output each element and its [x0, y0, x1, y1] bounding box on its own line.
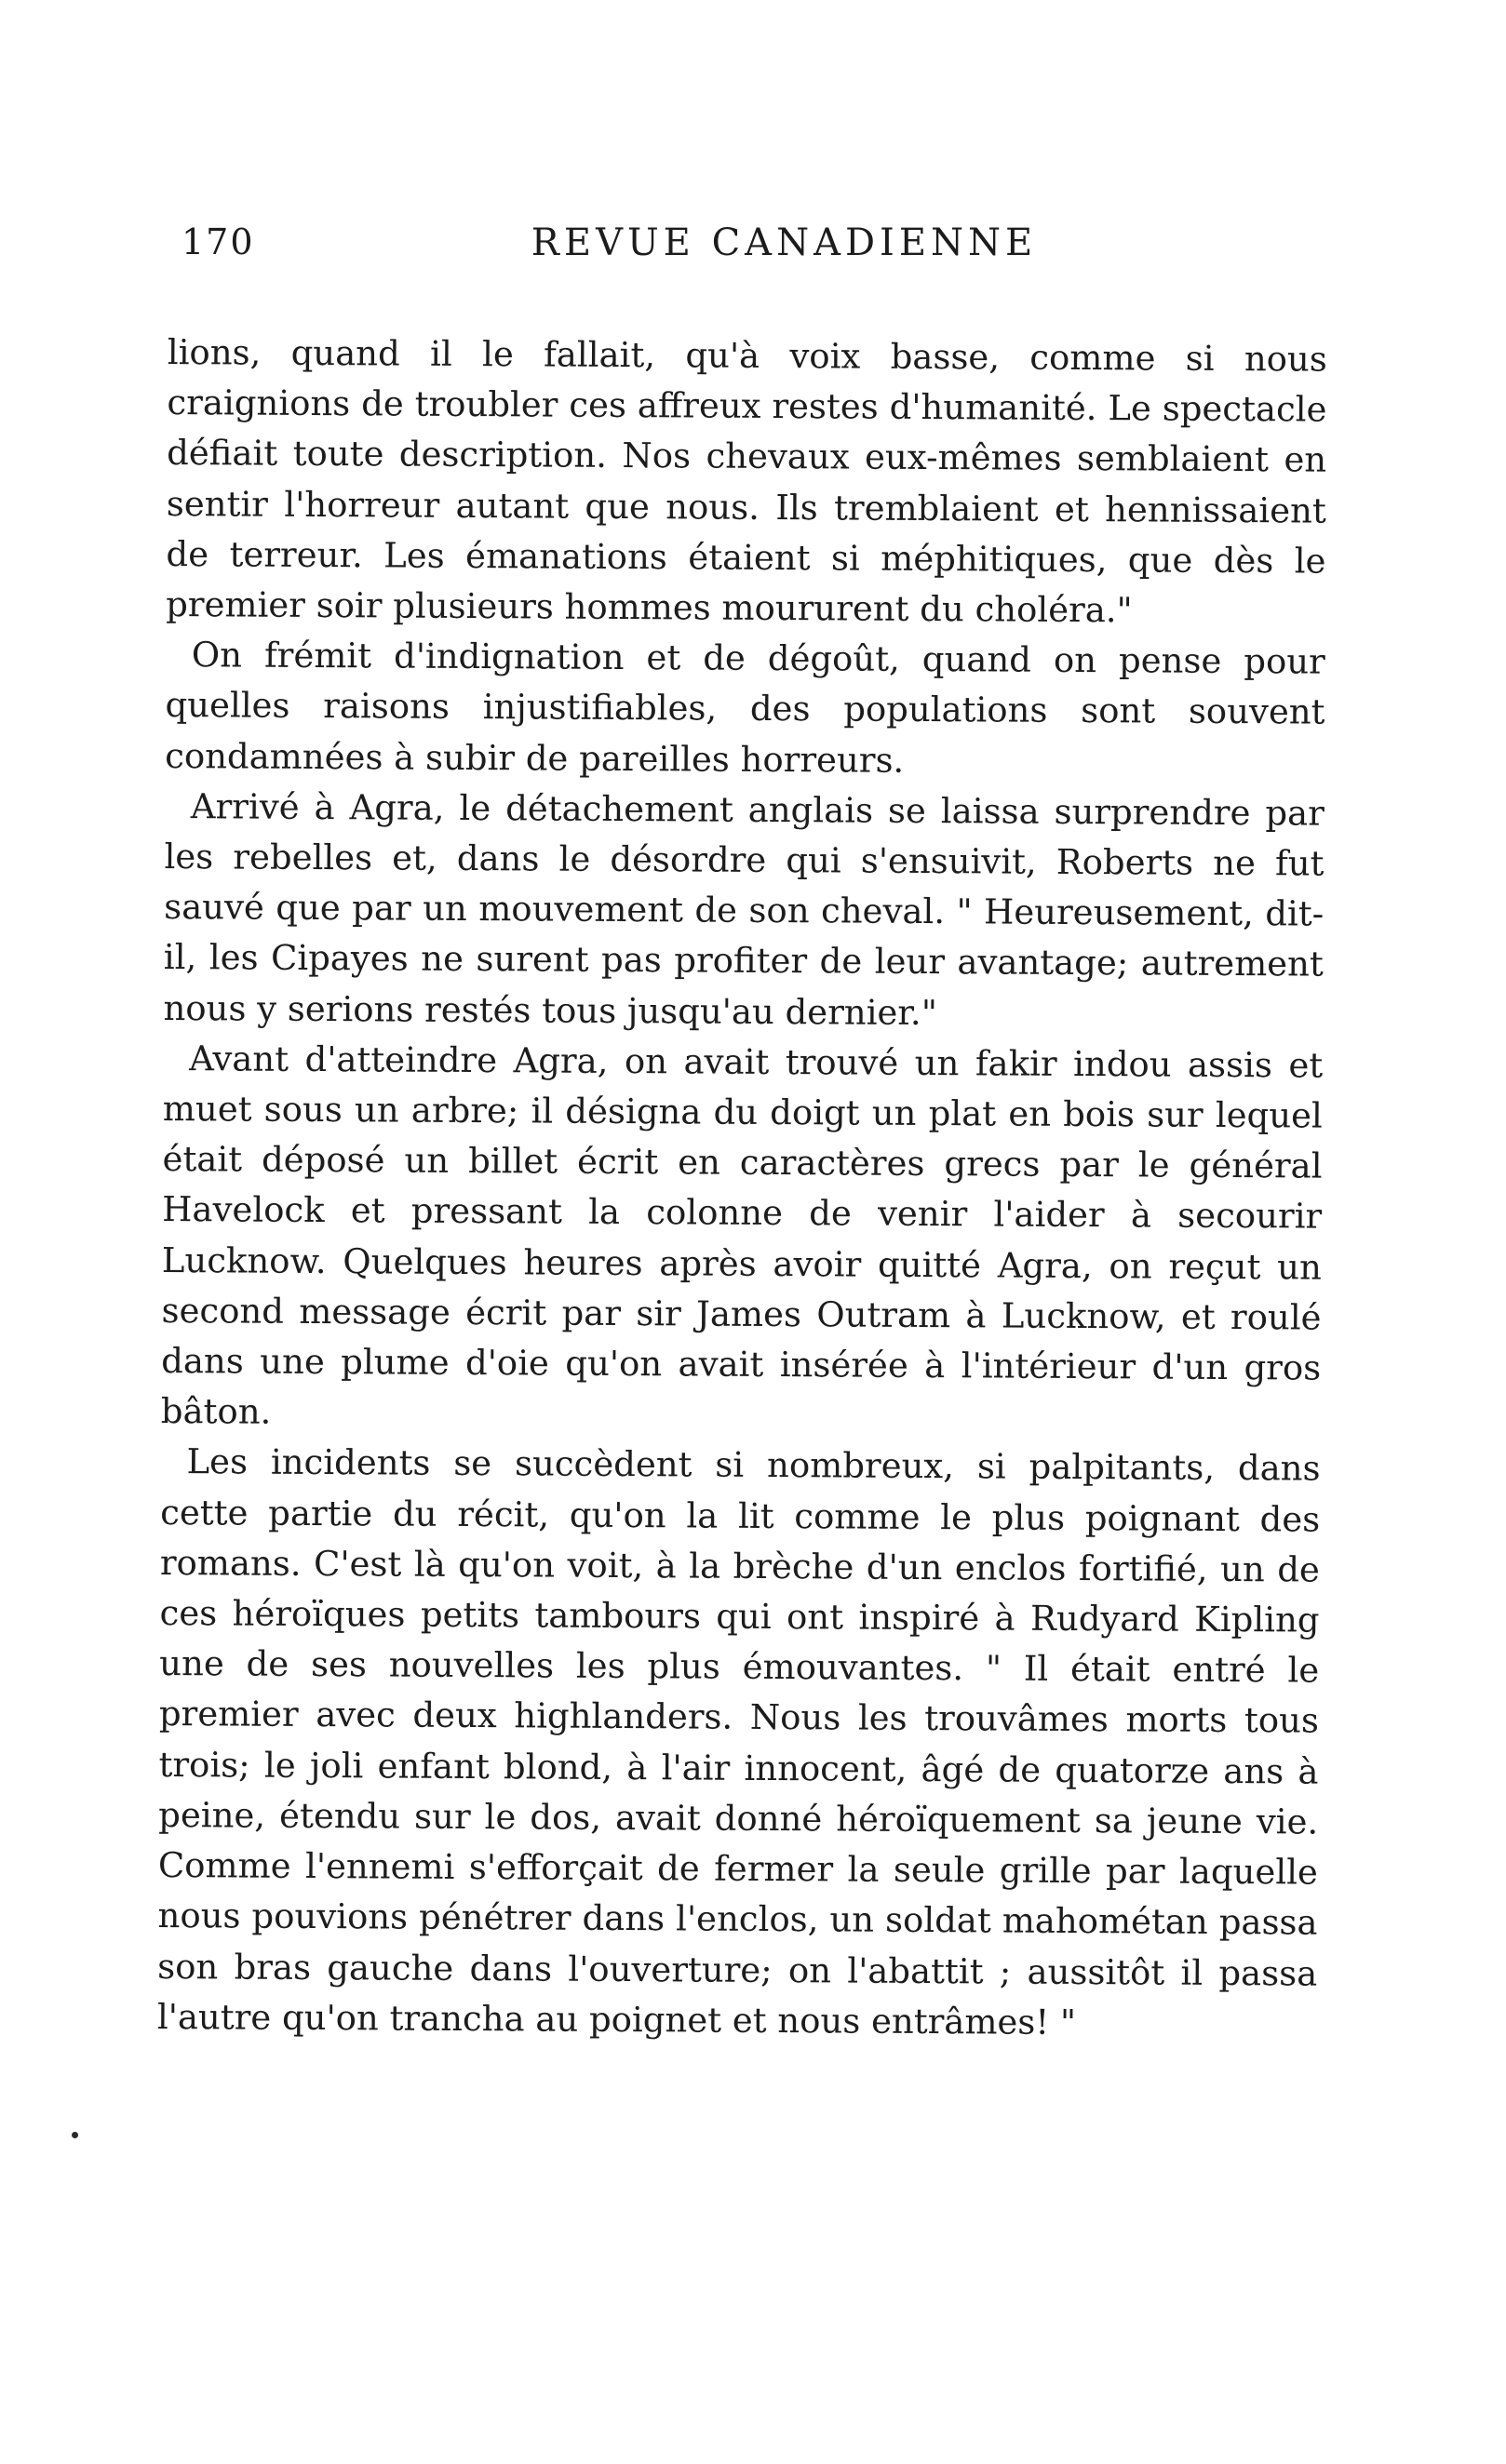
paragraph-5: Les incidents se succèdent si nombreux, si palpitants, dans cette partie du récit, qu'on la lit comme le plus poignant des romans. C'est là qu'on voit, à la brèche d'un enclos fortifié, un de ces héroïques petits tambours qui ont inspiré à Rudyard Kipling une de ses nouvelles les plus émouvantes. " Il était entré le premier avec deux highlanders. Nous les trouvâmes morts tous trois; le joli enfant blond, à l'air innocent, âgé de quatorze ans à peine, étendu sur le dos, avait donné héroïquement sa jeune vie. Comme l'ennemi s'efforçait de fermer la seule grille par laquelle nous pouvions pénétrer dans l'enclos, un soldat mahométan passa son bras gauche dans l'ouverture; on l'abattit ; aussitôt il passa l'autre qu'on trancha au poignet et nous entrâmes! "	[156, 1441, 1321, 2042]
paragraph-4: Avant d'atteindre Agra, on avait trouvé un fakir indou assis et muet sous un arbre; il désigna du doigt un plat en bois sur lequel était déposé un billet écrit en caractères grecs par le général Havelock et pressant la colonne de venir l'aider à secourir Lucknow. Quelques heures après avoir quitté Agra, on reçut un second message écrit par sir James Outram à Lucknow, et roulé dans une plume d'oie qu'on avait insérée à l'intérieur d'un gros bâton.	[160, 1038, 1324, 1432]
body-text	[157, 328, 1327, 2049]
page-number: 170	[182, 221, 255, 262]
scan-speck	[72, 2132, 78, 2138]
paragraph-2: On frémit d'indignation et de dégoût, quand on pense pour quelles raisons injustifiables, des populations sont souvent condamnées à subir de pareilles horreurs.	[165, 635, 1325, 781]
page-header	[182, 221, 1336, 287]
paragraph-3: Arrivé à Agra, le détachement anglais se laissa surprendre par les rebelles et, dans le désordre qui s'ensuivit, Roberts ne fut sauvé que par un mouvement de son cheval. " Heureusement, dit-il, les Cipayes ne surent pas profiter de leur avantage; autrement nous y serions restés tous jusqu'au dernier."	[163, 785, 1324, 1033]
running-title: REVUE CANADIENNE	[531, 221, 1038, 264]
paragraph-1: lions, quand il le fallait, qu'à voix basse, comme si nous craignions de troubler ces affreux restes d'humanité. Le spectacle défiait toute description. Nos chevaux eux-mêmes semblaient en sentir l'horreur autant que nous. Ils tremblaient et hennissaient de terreur. Les émanations étaient si méphitiques, que dès le premier soir plusieurs hommes moururent du choléra."	[166, 331, 1327, 631]
